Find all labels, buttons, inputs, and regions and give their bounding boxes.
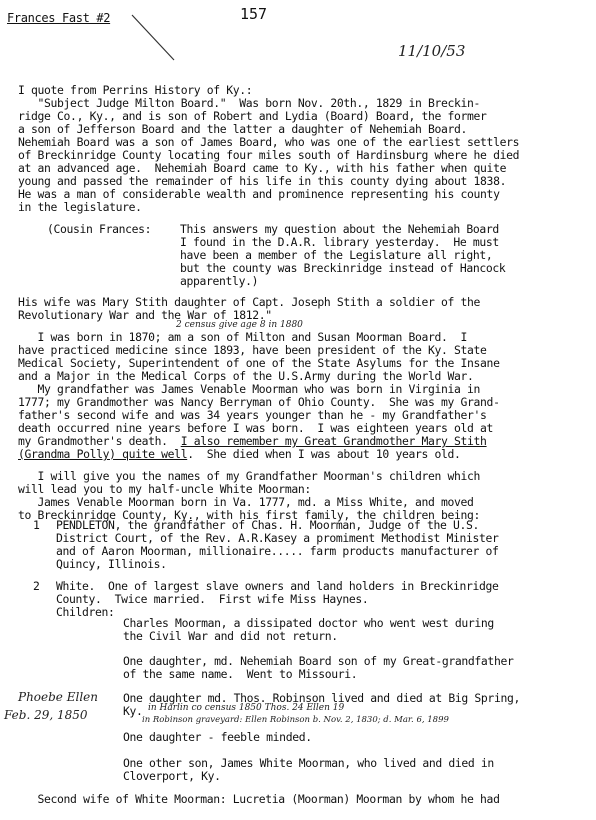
handwritten-margin-date: Feb. 29, 1850	[4, 708, 88, 722]
underlined-line-2: (Grandma Polly) quite well. She died when I was about 10 years old.	[18, 447, 461, 461]
handwritten-census-note: 2 census give age 8 in 1880	[176, 320, 303, 330]
document-title: Frances Fast #2	[7, 11, 111, 25]
handwritten-date: 11/10/53	[398, 42, 466, 60]
list-number: 1	[33, 518, 40, 532]
underlined-line-1: my Grandmother's death. I also remember my Great Grandmother Mary Stith	[18, 434, 487, 448]
pen-stroke	[128, 12, 178, 64]
cousin-label: (Cousin Frances:	[47, 222, 152, 236]
handwritten-census-line: in Harlin co census 1850 Thos. 24 Ellen 19	[148, 703, 345, 713]
closing-line: Second wife of White Moorman: Lucretia (Moorman) Moorman by whom he had	[18, 792, 500, 806]
page-number: 157	[240, 5, 268, 23]
list-number: 2	[33, 579, 40, 593]
child-entry: One daughter - feeble minded.	[123, 730, 312, 744]
handwritten-grave-line: in Robinson graveyard: Ellen Robinson b. Nov. 2, 1830; d. Mar. 6, 1899	[142, 715, 449, 725]
handwritten-margin-name: Phoebe Ellen	[18, 690, 98, 704]
